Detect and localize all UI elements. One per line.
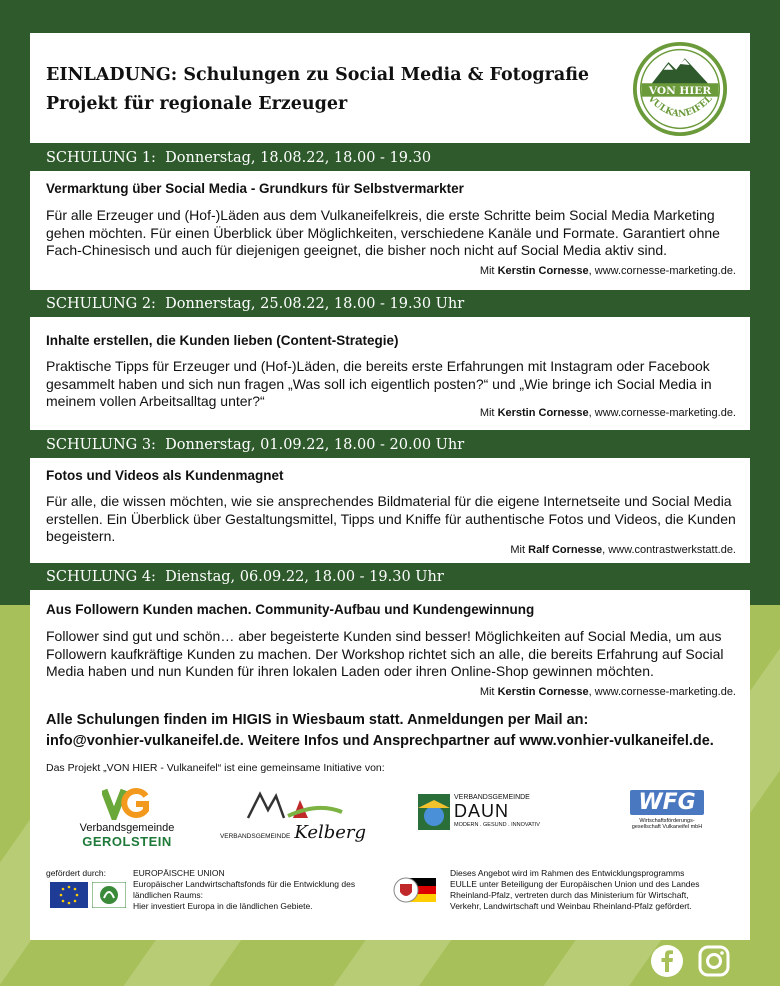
session-1-card	[30, 171, 750, 290]
svg-text:VON HIER: VON HIER	[648, 84, 712, 97]
session-4-body: Follower sind gut und schön… aber begeisterte Kunden sind besser! Möglichkeiten auf Social Media, um aus Followern kaufkräftige Kunden zu machen. Der Workshop richtet sich an alle, die bereits Erfahrung auf Social Media haben und nun Kunden für ihren lokalen Laden oder ihren Online-Shop gewinnen möchten.	[46, 628, 724, 679]
session-2-card	[30, 317, 750, 430]
page-subtitle: Projekt für regionale Erzeuger	[46, 94, 348, 114]
eulle-funding-text: Dieses Angebot wird im Rahmen des Entwicklungsprogramms EULLE unter Beteiligung der Europäischen Union und des Landes Rheinland-Pfalz, vertreten durch das Ministerium für Wirtschaft, Verkehr, Landwirtschaft und Weinbau Rheinland-Pfalz gefördert.	[450, 868, 700, 911]
session-2-date: Donnerstag, 25.08.22, 18.00 - 19.30 Uhr	[165, 296, 465, 312]
leader-logo-icon	[92, 882, 126, 908]
kelberg-logo: VERBANDSGEMEINDE Kelberg	[218, 788, 368, 843]
eu-funding-text: EUROPÄISCHE UNION Europäischer Landwirtschaftsfonds für die Entwicklung des ländlichen Raums: Hier investiert Europa in die ländlichen Gebiete.	[133, 868, 356, 911]
instagram-icon[interactable]	[697, 944, 731, 978]
daun-logo: VERBANDSGEMEINDE DAUN MODERN . GESUND . INNOVATIV	[418, 794, 558, 830]
session-4-label: SCHULUNG 4:	[46, 569, 156, 585]
session-3-body: Für alle, die wissen möchten, wie sie ansprechendes Bildmaterial für die eigene Internetseite und Social Media erstellen. Ein Überblick über Gestaltungsmittel, Tipps und Kniffe für authentische Fotos und Videos, die Kunden begeistern.	[46, 493, 736, 544]
session-1-credit: Mit Kerstin Cornesse, www.cornesse-marketing.de.	[479, 265, 736, 277]
session-1-date: Donnerstag, 18.08.22, 18.00 - 19.30	[165, 150, 432, 166]
session-4-bar	[30, 566, 750, 588]
session-2-bar	[30, 293, 750, 315]
session-4-card	[30, 590, 750, 940]
session-3-title: Fotos und Videos als Kundenmagnet	[46, 468, 284, 483]
header-panel	[30, 33, 750, 143]
eu-flag-icon	[50, 882, 88, 908]
session-2-title: Inhalte erstellen, die Kunden lieben (Content-Strategie)	[46, 333, 399, 348]
page-title: EINLADUNG: Schulungen zu Social Media & Fotografie	[46, 65, 590, 85]
session-4-date: Dienstag, 06.09.22, 18.00 - 19.30 Uhr	[165, 569, 444, 585]
session-2-label: SCHULUNG 2:	[46, 296, 156, 312]
gerolstein-logo: Verbandsgemeinde GEROLSTEIN	[72, 786, 182, 849]
rlp-eulle-icon	[390, 872, 438, 908]
von-hier-logo	[632, 41, 728, 137]
session-1-title: Vermarktung über Social Media - Grundkurs für Selbstvermarkter	[46, 181, 464, 196]
initiative-text: Das Projekt „VON HIER - Vulkaneifel“ ist eine gemeinsame Initiative von:	[46, 762, 385, 774]
session-3-bar	[30, 434, 750, 456]
session-3-card	[30, 458, 750, 563]
session-3-date: Donnerstag, 01.09.22, 18.00 - 20.00 Uhr	[165, 437, 465, 453]
session-2-body: Praktische Tipps für Erzeuger und (Hof-)Läden, die bereits erste Erfahrungen mit Instagram oder Facebook gesammelt haben und sich nun fragen „Was soll ich eigentlich posten?“ und „Wie bringe ich Social Media in meinem vollen Arbeitsalltag unter?“	[46, 358, 712, 409]
svg-text:VULKANEIFEL: VULKANEIFEL	[645, 93, 715, 120]
session-3-label: SCHULUNG 3:	[46, 437, 156, 453]
session-2-credit: Mit Kerstin Cornesse, www.cornesse-marketing.de.	[479, 407, 736, 419]
session-1-label: SCHULUNG 1:	[46, 150, 156, 166]
session-1-body: Für alle Erzeuger und (Hof-)Läden aus dem Vulkaneifelkreis, die erste Schritte beim Social Media Marketing gehen möchten. Für einen Überblick über Möglichkeiten, verschiedene Kanäle und Formate. Garantiert ohne Fach-Chinesisch und auch für diejenigen geeignet, die bisher noch nicht auf Social Media aktiv sind.	[46, 207, 720, 258]
venue-info: Alle Schulungen finden im HIGIS in Wiesbaum statt. Anmeldungen per Mail an: info@vonhier-vulkaneifel.de. Weitere Infos und Ansprechpartner auf www.vonhier-vulkaneifel.de.	[46, 712, 714, 749]
funded-by-label: gefördert durch:	[46, 868, 107, 878]
session-4-title: Aus Followern Kunden machen. Community-Aufbau und Kundengewinnung	[46, 602, 535, 617]
session-4-credit: Mit Kerstin Cornesse, www.cornesse-marketing.de.	[479, 686, 736, 698]
session-1-bar	[30, 147, 750, 169]
session-3-credit: Mit Ralf Cornesse, www.contrastwerkstatt.de.	[510, 544, 736, 556]
wfg-logo: WFG Wirtschaftsförderungs- gesellschaft Vulkaneifel mbH	[631, 790, 703, 830]
facebook-icon[interactable]	[650, 944, 684, 978]
